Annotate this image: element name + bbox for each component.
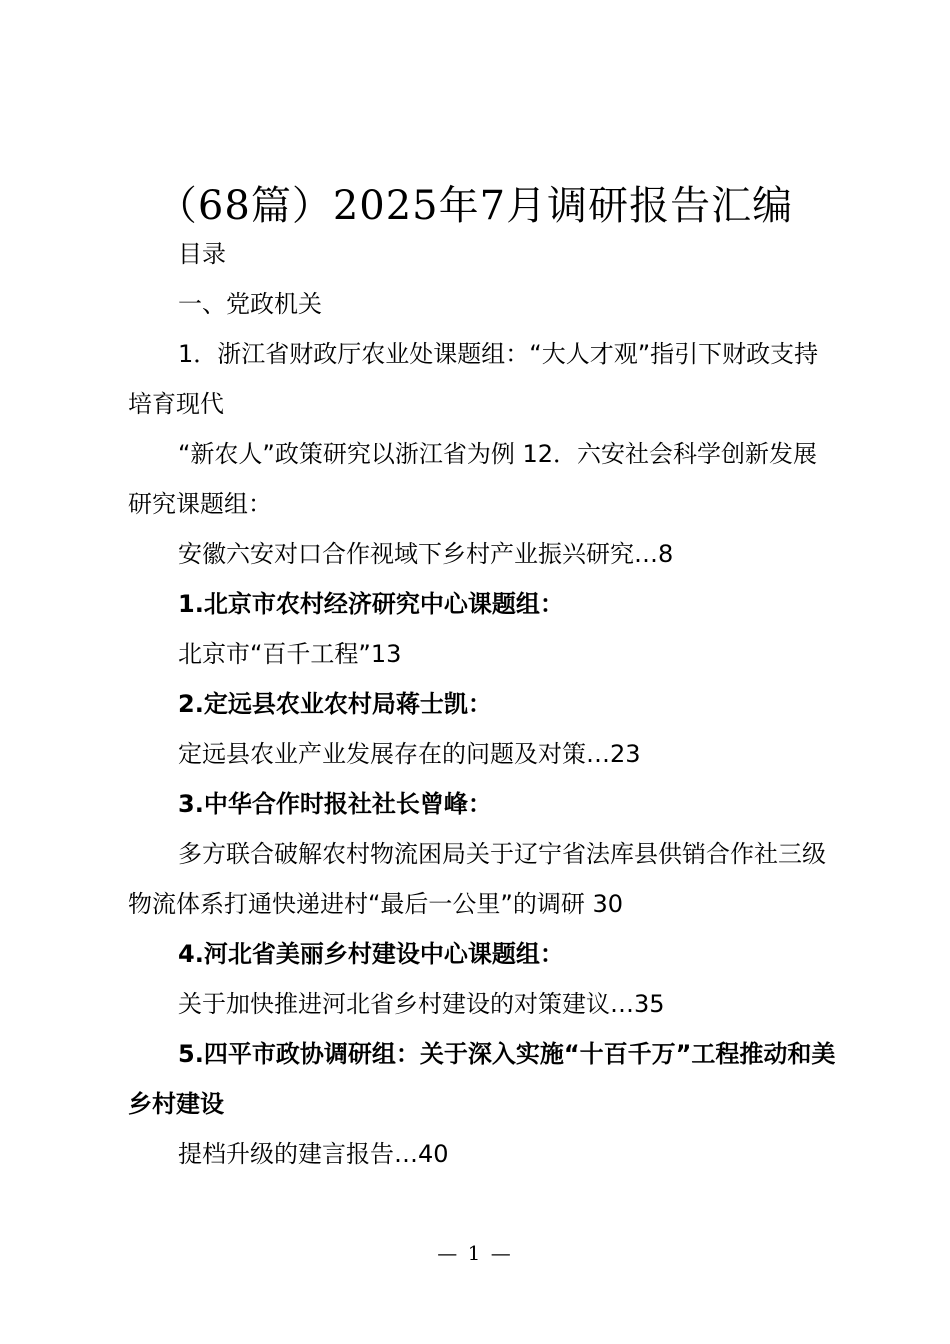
toc-line: 1．浙江省财政厅农业处课题组：“大人才观”指引下财政支持培育现代 (128, 340, 819, 418)
toc-line: 安徽六安对口合作视域下乡村产业振兴研究…8 (178, 540, 674, 568)
toc-heading: 3.中华合作时报社社长曾峰： (178, 790, 492, 818)
table-of-contents (128, 229, 838, 1179)
toc-line: 提档升级的建言报告…40 (178, 1140, 449, 1168)
toc-line: “新农人”政策研究以浙江省为例 12．六安社会科学创新发展研究课题组： (128, 440, 818, 518)
toc-line: 一、党政机关 (178, 290, 322, 318)
page-number: — 1 — (437, 1241, 513, 1265)
toc-line: 关于加快推进河北省乡村建设的对策建议…35 (178, 990, 665, 1018)
toc-heading: 5.四平市政协调研组：关于深入实施“十百千万”工程推动和美乡村建设 (128, 1040, 836, 1118)
toc-heading: 1.北京市农村经济研究中心课题组： (178, 590, 564, 618)
toc-heading: 2.定远县农业农村局蒋士凯： (178, 690, 492, 718)
toc-line: 定远县农业产业发展存在的问题及对策…23 (178, 740, 641, 768)
document-title: （68篇）2025年7月调研报告汇编 (156, 183, 794, 229)
toc-line: 多方联合破解农村物流困局关于辽宁省法库县供销合作社三级物流体系打通快递进村“最后一公里”的调研 30 (128, 840, 826, 918)
toc-line: 目录 (178, 240, 226, 268)
toc-line: 北京市“百千工程”13 (178, 640, 402, 668)
toc-heading: 4.河北省美丽乡村建设中心课题组： (178, 940, 564, 968)
